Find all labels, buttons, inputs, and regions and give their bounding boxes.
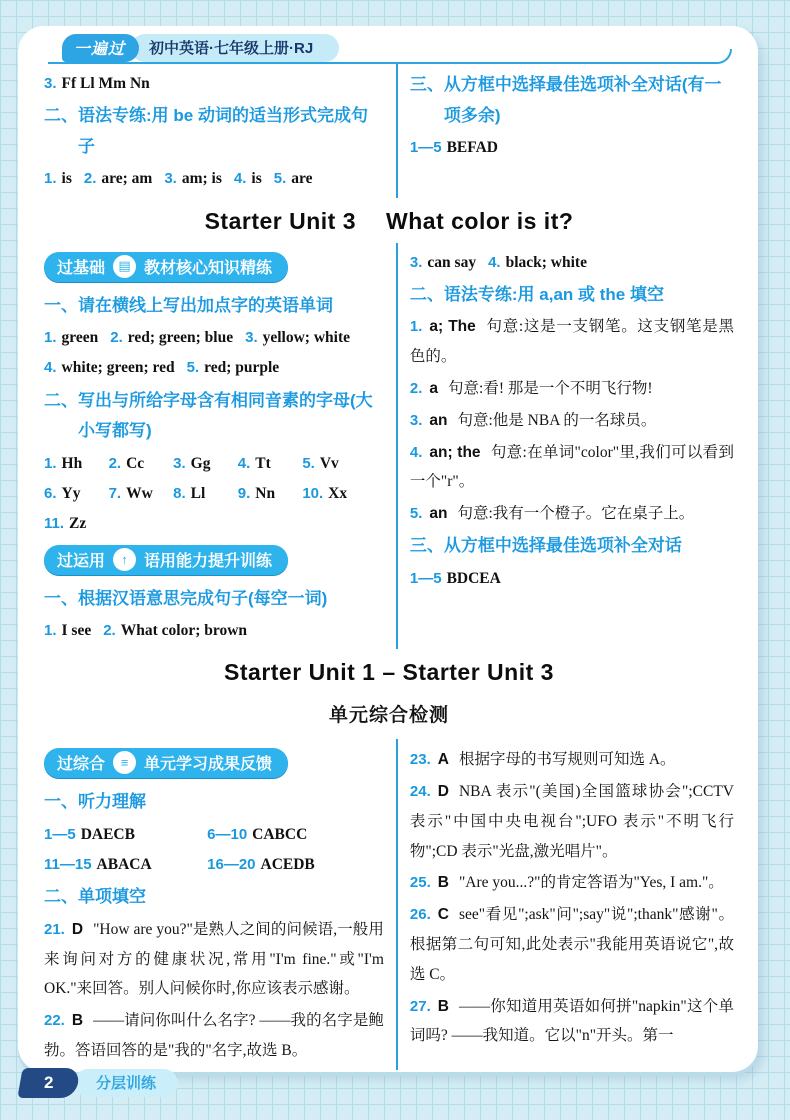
section-unit3: [44, 243, 734, 650]
letter-cell: [109, 479, 174, 509]
letter-cell: [44, 509, 109, 539]
answer-page-card: [18, 26, 758, 1072]
answer-letter: a; The: [429, 318, 476, 336]
section-heading: 三、从方框中选择最佳选项补全对话: [409, 535, 682, 555]
answer-text: Nn: [255, 485, 276, 503]
badge-subtitle: 语用能力提升训练: [144, 552, 273, 570]
item-number: 1.: [44, 170, 57, 188]
badge-label: 过基础: [57, 259, 106, 277]
answer-line: [44, 616, 384, 646]
question-range: 1—5: [409, 139, 442, 157]
letter-cell: [302, 449, 367, 479]
page-number-tab: [17, 1068, 80, 1098]
answer-text: am; is: [181, 170, 222, 188]
review-title: Starter Unit 1 – Starter Unit 3: [224, 659, 554, 686]
item-number: 7.: [108, 485, 122, 503]
explanation-item: [410, 900, 734, 989]
section-top-right: [396, 64, 734, 198]
item-number: 6.: [44, 485, 57, 503]
answer-letter: D: [437, 783, 449, 801]
explanation-text: ——你知道用英语如何拼"napkin"这个单词吗? ——我知道。它以"n"开头。第一: [409, 997, 734, 1045]
answer-text: is: [251, 170, 262, 188]
answer-text: are; am: [101, 170, 153, 188]
answer-letter: B: [71, 1012, 84, 1030]
section-review-left: [44, 739, 396, 1069]
explanation-item: [410, 438, 734, 498]
answer-text: Gg: [190, 454, 211, 472]
question-range: 6—10: [207, 825, 248, 843]
explanation-item: [44, 915, 384, 1004]
explanation-text: 根据字母的书写规则可知选 A。: [458, 751, 676, 769]
answer-text: red; purple: [204, 359, 280, 377]
explanation-text: NBA 表示"(美国)全国篮球协会";CCTV 表示"中国中央电视台";UFO 表示"不明飞行物";CD 表示"光盘,激光唱片"。: [409, 783, 734, 860]
answer-letter: D: [71, 920, 84, 938]
item-number: 5.: [302, 454, 315, 472]
section-unit3-left: [44, 243, 396, 650]
item-number: 2.: [110, 329, 123, 347]
answer-text: Hh: [61, 454, 83, 472]
badge-label: 过综合: [57, 756, 106, 774]
badge-label: 过运用: [57, 552, 106, 570]
answer-pair: [44, 164, 72, 194]
page-number: 2: [44, 1073, 54, 1092]
explanation-list: [410, 312, 734, 528]
item-number: 4.: [44, 359, 57, 377]
answer-pair: [274, 164, 313, 194]
item-number: 3.: [409, 253, 423, 271]
answer-letter: an: [429, 411, 448, 429]
answer-text: white; green; red: [61, 359, 175, 377]
explanation-item: [44, 1006, 384, 1066]
item-number: 3.: [245, 329, 258, 347]
item-number: 3.: [164, 170, 177, 188]
answer-text: black; white: [505, 253, 587, 271]
answer-line: [44, 164, 384, 194]
explanation-item: [410, 868, 734, 898]
item-number: 5.: [186, 359, 200, 377]
letter-cell: [173, 479, 238, 509]
item-number: 23.: [409, 751, 431, 769]
answer-text: I see: [61, 622, 92, 640]
listening-pair: [44, 850, 207, 880]
answer-pair: [245, 323, 350, 353]
listening-pair: [207, 850, 370, 880]
answer-pair: [44, 353, 175, 383]
badge-guojichu: [44, 252, 288, 282]
listening-pair: [44, 820, 207, 850]
section-heading: 三、从方框中选择最佳选项补全对话(有一项多余): [409, 75, 722, 125]
answer-line: [410, 133, 734, 163]
answer-letter: A: [437, 751, 449, 769]
answer-letter: B: [437, 997, 449, 1015]
answer-pair: [410, 248, 476, 278]
answer-letters: CABCC: [252, 825, 308, 843]
answer-letter: an; the: [429, 443, 481, 461]
explanation-item: [410, 499, 734, 529]
answer-pair: [44, 616, 91, 646]
explanation-item: [410, 777, 734, 866]
answer-pair: [164, 164, 222, 194]
answer-letters: BEFAD: [446, 139, 498, 157]
item-number: 1.: [44, 622, 57, 640]
section-heading: 二、写出与所给字母含有相同音素的字母(大小写都写): [44, 390, 373, 441]
section-heading: 一、请在横线上写出加点字的英语单词: [44, 295, 333, 315]
letter-cell: [173, 449, 238, 479]
explanation-item: [410, 374, 734, 404]
answer-text: yellow; white: [262, 329, 351, 347]
badge-guozonghe: [44, 748, 288, 778]
answer-pair: [110, 323, 233, 353]
answer-text: is: [61, 170, 72, 188]
item-number: 11.: [44, 515, 65, 533]
section-heading: 一、听力理解: [44, 792, 146, 812]
item-number: 8.: [173, 485, 186, 503]
explanation-item: [410, 312, 734, 372]
unit-title: [44, 208, 734, 235]
item-number: 25.: [409, 874, 431, 892]
item-number: 9.: [237, 485, 251, 503]
section-heading: 一、根据汉语意思完成句子(每空一词): [44, 588, 328, 608]
answer-text: Tt: [255, 454, 271, 472]
brand-logo: 一遍过: [62, 34, 139, 62]
answer-letter: C: [437, 906, 449, 924]
question-range: 16—20: [207, 856, 256, 874]
letter-cell: [302, 479, 367, 509]
letter-cell: [44, 479, 109, 509]
answer-line: [44, 69, 384, 99]
answer-line: [410, 248, 734, 278]
answer-text: Yy: [61, 485, 81, 503]
answer-pair: [234, 164, 262, 194]
section-heading: 二、单项填空: [44, 887, 146, 907]
item-number: 22.: [44, 1012, 65, 1030]
answer-text: Zz: [69, 515, 87, 533]
item-number: 2.: [409, 379, 423, 397]
answer-text: Ww: [126, 485, 153, 503]
question-range: 1—5: [44, 825, 76, 843]
item-number: 2.: [103, 622, 116, 640]
answer-text: red; green; blue: [127, 329, 234, 347]
item-number: 4.: [488, 253, 501, 271]
explanation-text: 句意:在单词"color"里,我们可以看到一个"r"。: [409, 443, 734, 491]
answer-line: [44, 323, 384, 383]
explanation-text: 句意:我有一个橙子。它在桌子上。: [457, 505, 695, 523]
item-number: 10.: [302, 485, 324, 503]
explanation-text: 句意:他是 NBA 的一名球员。: [457, 411, 657, 429]
answer-pair: [44, 323, 98, 353]
answer-pair: [103, 616, 247, 646]
explanation-text: 句意:看! 那是一个不明飞行物!: [448, 379, 653, 397]
footer-label-pill: 分层训练: [74, 1069, 178, 1097]
badge-guoyunyong: [44, 545, 288, 575]
explanation-item: [410, 406, 734, 436]
answer-text: are: [291, 170, 313, 188]
answer-pair: [187, 353, 280, 383]
answer-letters: BDCEA: [446, 569, 501, 587]
section-review-right: [396, 739, 734, 1069]
section-top: [44, 64, 734, 198]
explanation-text: "Are you...?"的肯定答语为"Yes, I am."。: [458, 874, 724, 892]
explanation-text: see"看见";ask"问";say"说";thank"感谢"。根据第二句可知,此处表示"我能用英语说它",故选 C。: [409, 906, 734, 983]
clipboard-icon: ▤: [113, 255, 136, 278]
section-unit3-right: [396, 243, 734, 650]
item-number: 3.: [44, 75, 57, 92]
item-number: 4.: [233, 170, 247, 188]
answer-letters: DAECB: [80, 825, 135, 843]
item-number: 2.: [108, 454, 122, 472]
explanation-list: [410, 745, 734, 1051]
answer-text: Cc: [126, 454, 145, 472]
item-number: 4.: [409, 443, 423, 461]
letter-cell: [238, 449, 303, 479]
section-top-left: [44, 64, 396, 198]
item-number: 24.: [409, 783, 431, 801]
explanation-item: [410, 745, 734, 775]
unit-title-question: What color is it?: [386, 207, 574, 234]
item-number: 5.: [409, 505, 423, 523]
list-icon: ≡: [113, 751, 136, 774]
explanation-item: [410, 992, 734, 1052]
item-number: 26.: [409, 906, 431, 924]
answer-text: Ff Ll Mm Nn: [61, 75, 150, 92]
section-heading: 二、语法专练:用 a,an 或 the 填空: [409, 284, 664, 304]
listening-pair: [207, 820, 370, 850]
section-review: [44, 739, 734, 1069]
item-number: 1.: [44, 329, 57, 347]
badge-subtitle: 教材核心知识精练: [144, 259, 273, 277]
item-number: 3.: [409, 411, 423, 429]
question-range: 1—5: [409, 569, 442, 587]
letter-cell: [238, 479, 303, 509]
letter-cell: [109, 449, 174, 479]
answer-letter: an: [429, 505, 448, 523]
item-number: 1.: [44, 454, 57, 472]
explanation-text: 句意:这是一支钢笔。这支钢笔是黑色的。: [409, 318, 734, 366]
item-number: 1.: [409, 318, 423, 336]
item-number: 21.: [44, 920, 65, 938]
unit-title-en: Starter Unit 3: [204, 207, 357, 234]
letter-cell: [44, 449, 109, 479]
answer-text: Ll: [190, 485, 206, 503]
answer-letters: ABACA: [96, 856, 152, 874]
explanation-text: "How are you?"是熟人之间的问候语,一般用来询问对方的健康状况,常用"I'm fine."或"I'm OK."来回答。别人问候你时,你应该表示感谢。: [44, 920, 384, 998]
question-range: 11—15: [44, 856, 92, 874]
item-number: 3.: [173, 454, 186, 472]
answer-line: [410, 564, 734, 594]
arrow-up-icon: ↑: [113, 548, 136, 571]
section-heading: 二、语法专练:用 be 动词的适当形式完成句子: [44, 106, 368, 156]
answer-text: What color; brown: [120, 622, 248, 640]
explanation-text: ——请问你叫什么名字? ——我的名字是鲍勃。答语回答的是"我的"名字,故选 B。: [44, 1012, 384, 1060]
answer-text: Vv: [319, 454, 339, 472]
answer-text: green: [61, 329, 99, 347]
answer-letter: B: [437, 874, 449, 892]
listening-answers: [44, 820, 384, 880]
answer-letter: a: [429, 379, 439, 397]
answer-text: can say: [427, 253, 477, 271]
book-title: 初中英语·七年级上册·RJ: [131, 34, 339, 62]
answer-pair: [488, 248, 587, 278]
page-footer: [20, 1068, 178, 1098]
answer-letters: ACEDB: [260, 856, 315, 874]
answer-text: Xx: [328, 485, 348, 503]
item-number: 2.: [83, 170, 97, 188]
item-number: 4.: [237, 454, 251, 472]
explanation-list: [44, 915, 384, 1066]
letter-grid: [44, 449, 384, 540]
review-subtitle: 单元综合检测: [328, 705, 449, 727]
item-number: 5.: [273, 170, 287, 188]
answer-pair: [84, 164, 152, 194]
item-number: 27.: [409, 997, 431, 1015]
badge-subtitle: 单元学习成果反馈: [144, 756, 273, 774]
